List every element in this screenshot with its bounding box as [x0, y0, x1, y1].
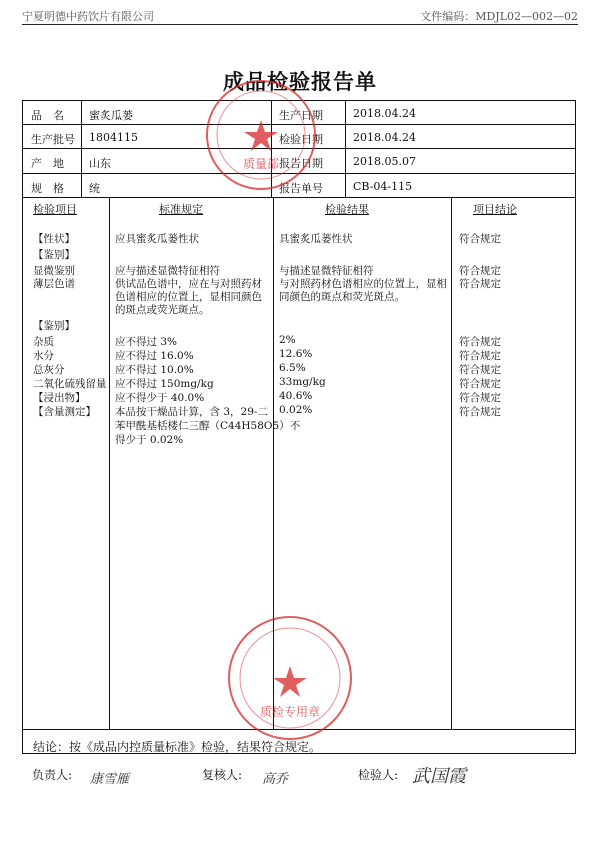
row-item: 水分 — [33, 350, 54, 362]
report-date-value: 2018.05.07 — [353, 155, 416, 168]
responsible-signature: 康雪雁 — [90, 772, 130, 787]
row-conclusion: 符合规定 — [459, 392, 501, 404]
row-item: 总灰分 — [33, 364, 65, 376]
row-conclusion: 符合规定 — [459, 364, 501, 376]
row-item: 【性状】 — [33, 233, 75, 245]
quality-inspection-stamp — [228, 616, 352, 740]
page-title: 成品检验报告单 — [223, 70, 377, 94]
reviewer-label: 复核人: — [202, 768, 243, 782]
inspector-label: 检验人: — [358, 768, 399, 782]
row-standard: 的斑点或荧光斑点。 — [115, 304, 210, 316]
row-conclusion: 符合规定 — [459, 336, 501, 348]
batch-label: 生产批号 — [31, 133, 75, 146]
test-date-value: 2018.04.24 — [353, 131, 416, 144]
svg-text:质检专用章: 质检专用章 — [259, 705, 321, 719]
origin-value: 山东 — [89, 157, 111, 170]
row-conclusion: 符合规定 — [459, 233, 501, 245]
row-conclusion: 符合规定 — [459, 406, 501, 418]
conclusion-text: 结论：按《成品内控质量标准》检验，结果符合规定。 — [33, 740, 322, 754]
prod-date-value: 2018.04.24 — [353, 107, 416, 120]
row-standard: 应不得少于 40.0% — [115, 392, 205, 404]
row-standard: 得少于 0.02% — [115, 434, 184, 446]
row-standard: 应不得过 16.0% — [115, 350, 194, 362]
responsible-label: 负责人: — [32, 768, 73, 782]
row-result: 33mg/kg — [279, 376, 326, 388]
company-name: 宁夏明德中药饮片有限公司 — [22, 10, 154, 23]
prod-date-label: 生产日期 — [279, 109, 323, 122]
row-result: 6.5% — [279, 362, 306, 374]
svg-text:质量部: 质量部 — [242, 157, 280, 171]
reviewer-signature: 高乔 — [262, 772, 289, 787]
row-item: 薄层色谱 — [33, 278, 75, 290]
batch-value: 1804115 — [89, 131, 138, 144]
row-result: 0.02% — [279, 404, 313, 416]
document-number: 文件编码：MDJL02—002—02 — [420, 10, 578, 23]
column-header-conclusion: 项目结论 — [473, 203, 517, 216]
row-item: 杂质 — [33, 336, 54, 348]
column-header-result: 检验结果 — [325, 203, 369, 216]
column-header-item: 检验项目 — [33, 203, 77, 216]
column-header-standard: 标准规定 — [159, 203, 203, 216]
row-item: 二氧化硫残留量 — [33, 378, 107, 390]
divider — [109, 197, 110, 729]
row-standard: 应不得过 150mg/kg — [115, 378, 214, 390]
row-standard: 应具蜜炙瓜蒌性状 — [115, 233, 199, 245]
row-standard: 本品按干燥品计算，含 3，29-二 — [115, 406, 268, 418]
report-date-label: 报告日期 — [279, 157, 323, 170]
divider — [81, 101, 82, 197]
row-result: 40.6% — [279, 390, 313, 402]
origin-label: 产 地 — [31, 157, 64, 170]
test-date-label: 检验日期 — [279, 133, 323, 146]
row-result: 同颜色的斑点和荧光斑点。 — [279, 291, 405, 303]
spec-label: 规 格 — [31, 182, 64, 195]
row-result: 与描述显微特征相符 — [279, 265, 374, 277]
report-no-label: 报告单号 — [279, 182, 323, 195]
divider — [451, 197, 452, 729]
row-standard: 应与描述显微特征相符 — [115, 265, 220, 277]
row-result: 具蜜炙瓜蒌性状 — [279, 233, 353, 245]
report-no-value: CB-04-115 — [353, 180, 413, 193]
divider — [345, 101, 346, 197]
quality-department-stamp — [206, 80, 316, 190]
row-result: 12.6% — [279, 348, 313, 360]
product-value: 蜜炙瓜蒌 — [89, 109, 133, 122]
row-item: 显微鉴别 — [33, 265, 75, 277]
row-standard: 应不得过 3% — [115, 336, 177, 348]
row-conclusion: 符合规定 — [459, 350, 501, 362]
inspector-signature: 武国霞 — [412, 766, 466, 787]
row-conclusion: 符合规定 — [459, 378, 501, 390]
document-header — [22, 0, 578, 25]
row-result: 与对照药材色谱相应的位置上，显相 — [279, 278, 447, 290]
row-standard: 应不得过 10.0% — [115, 364, 194, 376]
row-item: 【鉴别】 — [33, 249, 75, 261]
row-standard: 供试品色谱中，应在与对照药材 — [115, 278, 262, 290]
spec-value: 统 — [89, 182, 100, 195]
divider — [23, 197, 575, 198]
row-result: 2% — [279, 334, 296, 346]
product-label: 品 名 — [31, 109, 64, 122]
row-conclusion: 符合规定 — [459, 278, 501, 290]
row-standard: 色谱相应的位置上，显相同颜色 — [115, 291, 262, 303]
row-standard: 苯甲酰基栝楼仁三醇（C44H58O5）不 — [115, 420, 301, 432]
row-item: 【浸出物】 — [33, 392, 86, 404]
row-conclusion: 符合规定 — [459, 265, 501, 277]
row-item: 【含量测定】 — [33, 406, 96, 418]
row-item: 【鉴别】 — [33, 320, 75, 332]
